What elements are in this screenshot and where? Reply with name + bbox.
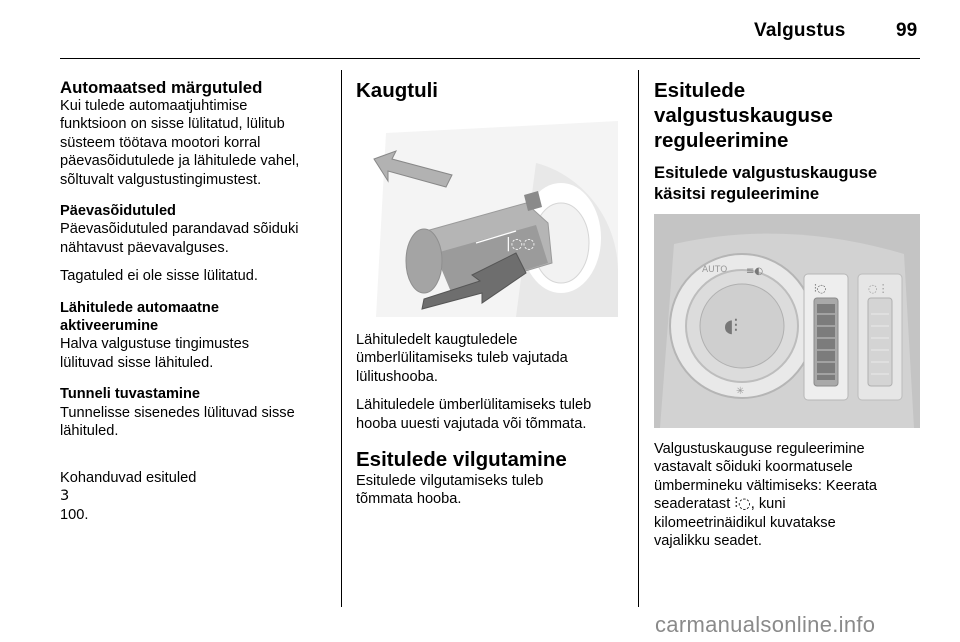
paragraph-tail-lights: Tagatuled ei ole sisse lülitatud.	[60, 268, 258, 285]
section-title-high-beam: Kaugtuli	[356, 79, 438, 102]
section-title-headlight-range: Esitulede valgustuskauguse reguleerimine	[654, 79, 833, 152]
svg-text:|◌◌: |◌◌	[506, 236, 536, 252]
paragraph-low-beam-auto: Halva valgustuse tingimustes lülituvad sisse lähituled.	[60, 336, 249, 371]
header-rule	[60, 58, 920, 59]
paragraph-high-beam-off: Lähituledele ümberlülitamiseks tuleb hooba uuesti vajutada või tõmmata.	[356, 397, 592, 432]
svg-text:◖⫶: ◖⫶	[724, 316, 738, 337]
section-title-automatic-lights: Automaatsed märgutuled	[60, 78, 263, 97]
subheading-low-beam-auto: Lähitulede automaatne aktiveerumine	[60, 299, 219, 335]
subheading-daytime-lights: Päevasõidutuled	[60, 203, 176, 220]
paragraph-headlight-flash: Esitulede vilgutamiseks tuleb tõmmata hooba.	[356, 473, 544, 508]
paragraph-tunnel-detection: Tunnelisse sisenedes lülituvad sisse lähituled.	[60, 404, 295, 440]
cross-reference[interactable]	[60, 451, 332, 525]
headlight-range-icon: ⫶◌	[734, 495, 751, 513]
paragraph-range-adjust-part1: Valgustuskauguse reguleerimine vastavalt sõiduki koormatusele ümbermineku vältimiseks: Keerata seaderatast	[654, 441, 878, 513]
paragraph-high-beam-on: Lähituledelt kaugtuledele ümberlülitamiseks tuleb vajutada lülitushooba.	[356, 332, 568, 385]
figure-stalk-lever	[356, 103, 624, 323]
paragraph-range-adjust	[654, 440, 924, 550]
svg-text:≡◐: ≡◐	[746, 266, 764, 277]
subheading-manual-range: Esitulede valgustuskauguse käsitsi reguleerimine	[654, 163, 878, 203]
running-header-title: Valgustus	[754, 20, 846, 41]
cross-reference-page: 100.	[60, 506, 89, 523]
column-divider-1	[341, 70, 342, 607]
paragraph-intro: Kui tulede automaatjuhtimise funktsioon on sisse lülitatud, lülitub süsteem töötava mootori korral päevasõidutulede ja lähitulede vahel, sõltuvalt valgustustingimustest.	[60, 98, 300, 188]
figure-light-switch-panel	[654, 214, 920, 428]
section-title-headlight-flash: Esitulede vilgutamine	[356, 448, 567, 472]
subheading-tunnel-detection: Tunneli tuvastamine	[60, 386, 201, 403]
paragraph-range-adjust-part2: , kuni kilomeetrinäidikul kuvatakse vajalikku seadet.	[654, 496, 836, 550]
column-high-beam	[356, 78, 626, 519]
page-reference-arrow-icon: 3	[60, 487, 70, 505]
column-divider-2	[638, 70, 639, 607]
column-headlight-range	[654, 78, 924, 550]
page-number: 99	[896, 20, 918, 41]
svg-text:✳: ✳	[736, 386, 745, 397]
column-automatic-lights	[60, 78, 332, 534]
cross-reference-text: Kohanduvad esituled	[60, 469, 197, 486]
auto-label: AUTO	[702, 265, 728, 275]
svg-text:⫶◌: ⫶◌	[814, 282, 827, 295]
svg-text:◌⋮: ◌⋮	[868, 282, 889, 295]
watermark[interactable]: carmanualsonline.info	[655, 612, 876, 637]
paragraph-daytime-lights: Päevasõidutuled parandavad sõiduki nähtavust päevavalguses.	[60, 221, 299, 256]
